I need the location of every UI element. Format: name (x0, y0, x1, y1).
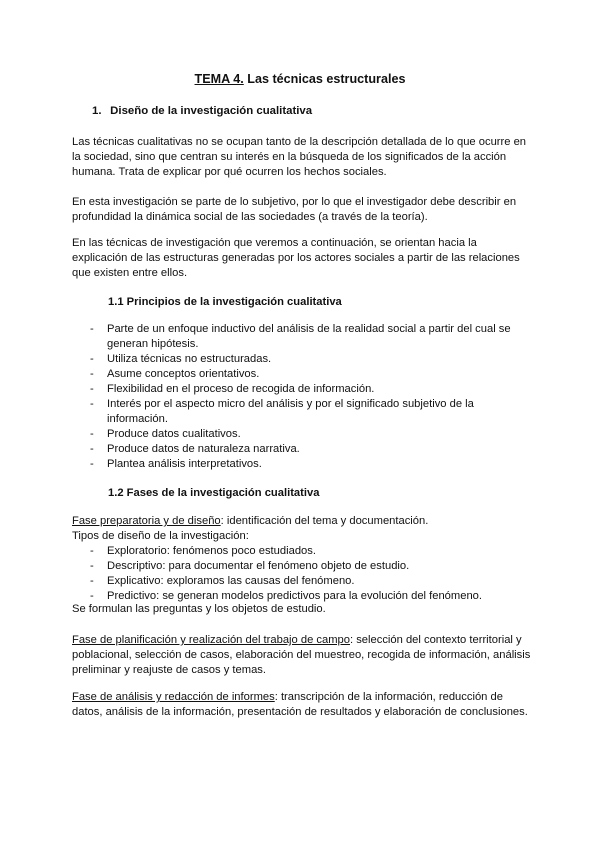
list-item: - Explicativo: exploramos las causas del fenómeno. (90, 574, 530, 589)
list-item: - Descriptivo: para documentar el fenómeno objeto de estudio. (90, 559, 530, 574)
list-item-line: generan hipótesis. (107, 338, 199, 350)
phase-1-text: : identificación del tema y documentación. (220, 515, 429, 527)
phase-3-line: datos, análisis de la información, presentación de resultados y elaboración de conclusiones. (72, 706, 528, 718)
phase-2-text: : selección del contexto territorial y (349, 634, 522, 646)
list-item: - Predictivo: se generan modelos predictivos para la evolución del fenómeno. (90, 589, 530, 604)
paragraph-3-line: En las técnicas de investigación que veremos a continuación, se orientan hacia la (72, 237, 477, 249)
list-item-line: - Produce datos de naturaleza narrativa. (107, 443, 300, 455)
page-title (0, 71, 600, 87)
list-item (90, 442, 530, 457)
paragraph-1-line: Las técnicas cualitativas no se ocupan tanto de la descripción detallada de lo que ocurre en (72, 136, 527, 148)
paragraph-1-line: la sociedad, sino que centran su interés en la búsqueda de los significados de la acción (72, 151, 507, 163)
principles-list (90, 322, 530, 472)
list-item (90, 397, 530, 427)
list-item-line: - Asume conceptos orientativos. (107, 368, 260, 380)
title-text: Las técnicas estructurales (247, 72, 406, 86)
paragraph-1 (72, 135, 532, 180)
phase-3-block (72, 690, 532, 720)
section-1-number: 1. (92, 105, 102, 117)
design-types-list (90, 544, 530, 604)
list-item (90, 382, 530, 397)
phase-1-line (72, 514, 532, 529)
phase-2-block (72, 633, 532, 678)
section-1-title: Diseño de la investigación cualitativa (110, 105, 313, 117)
types-intro: Tipos de diseño de la investigación: (72, 530, 249, 542)
list-item (90, 427, 530, 442)
section-1-2-heading: 1.2 Fases de la investigación cualitativa (108, 487, 320, 499)
phase-1-block (72, 514, 532, 544)
section-1-heading (92, 104, 312, 119)
paragraph-3-line: explicación de las estructuras generadas por los actores sociales a partir de las relaciones (72, 252, 520, 264)
list-item-line: - Interés por el aspecto micro del análisis y por el significado subjetivo de la (107, 398, 474, 410)
phase-1-label: Fase preparatoria y de diseño (72, 515, 221, 527)
list-item (90, 322, 530, 352)
phase-3-label: Fase de análisis y redacción de informes (72, 691, 275, 703)
types-outro: Se formulan las preguntas y los objetos de estudio. (72, 603, 326, 615)
phase-2-line: preliminar y reajuste de casos y temas. (72, 664, 266, 676)
phase-2-line (72, 633, 532, 648)
phase-3-text: : transcripción de la información, reducción de (274, 691, 503, 703)
list-item-line: - Flexibilidad en el proceso de recogida de información. (107, 383, 375, 395)
list-item-line: información. (107, 413, 168, 425)
list-item: - Exploratorio: fenómenos poco estudiados. (90, 544, 530, 559)
list-item (90, 352, 530, 367)
list-item (90, 367, 530, 382)
paragraph-1-line: humana. Trata de explicar por qué ocurren los hechos sociales. (72, 166, 387, 178)
phase-2-line: poblacional, selección de casos, elaboración del muestreo, recogida de información, análisis (72, 649, 531, 661)
phase-2-label: Fase de planificación y realización del trabajo de campo (72, 634, 350, 646)
list-item-line: - Utiliza técnicas no estructuradas. (107, 353, 272, 365)
paragraph-2-line: profundidad la dinámica social de las sociedades (a través de la teoría). (72, 211, 428, 223)
list-item-line: - Plantea análisis interpretativos. (107, 458, 262, 470)
phase-3-line (72, 690, 532, 705)
list-item-line: - Produce datos cualitativos. (107, 428, 241, 440)
list-item (90, 457, 530, 472)
paragraph-3-line: que existen entre ellos. (72, 267, 188, 279)
title-prefix: TEMA 4. (194, 72, 244, 86)
section-1-1-heading: 1.1 Principios de la investigación cualitativa (108, 296, 342, 308)
list-item-line: - Parte de un enfoque inductivo del análisis de la realidad social a partir del cual se (107, 323, 511, 335)
paragraph-2 (72, 195, 532, 225)
paragraph-3 (72, 236, 532, 281)
paragraph-2-line: En esta investigación se parte de lo subjetivo, por lo que el investigador debe describir en (72, 196, 517, 208)
